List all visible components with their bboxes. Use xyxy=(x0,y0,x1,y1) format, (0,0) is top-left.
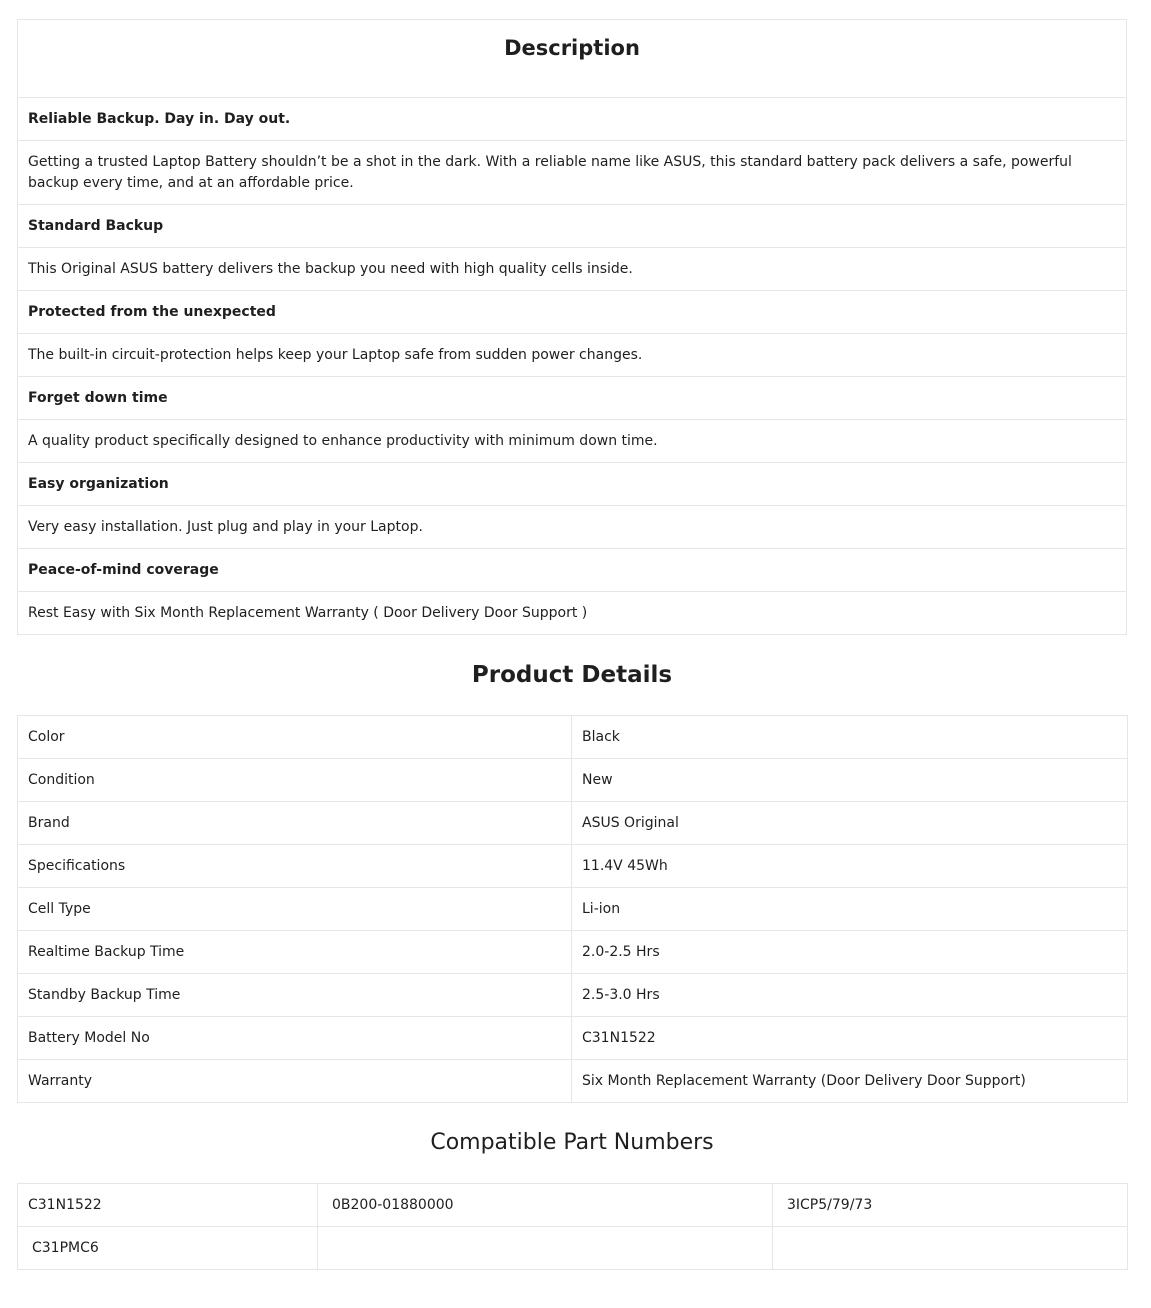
detail-row-color xyxy=(18,716,1128,759)
description-title: Description xyxy=(504,36,640,60)
description-heading-cell: Standard Backup xyxy=(18,205,1127,248)
part-number-cell: C31PMC6 xyxy=(18,1227,318,1270)
detail-row-specifications xyxy=(18,845,1128,888)
detail-label: Battery Model No xyxy=(18,1017,572,1060)
description-heading-cell: Easy organization xyxy=(18,463,1127,506)
description-text-cell: The built-in circuit-protection helps keep your Laptop safe from sudden power changes. xyxy=(18,334,1127,377)
detail-value: 2.5-3.0 Hrs xyxy=(572,974,1128,1017)
detail-value: ASUS Original xyxy=(572,802,1128,845)
detail-value: Li-ion xyxy=(572,888,1128,931)
page-content xyxy=(17,19,1127,1270)
description-title-row xyxy=(18,20,1127,98)
part-number-cell xyxy=(773,1227,1128,1270)
description-row xyxy=(18,506,1127,549)
detail-row-realtime-backup xyxy=(18,931,1128,974)
description-heading-cell: Protected from the unexpected xyxy=(18,291,1127,334)
description-title-cell xyxy=(18,20,1127,98)
description-row xyxy=(18,248,1127,291)
part-number-cell xyxy=(318,1227,773,1270)
description-heading-cell: Forget down time xyxy=(18,377,1127,420)
description-row xyxy=(18,98,1127,141)
detail-label: Realtime Backup Time xyxy=(18,931,572,974)
detail-value: C31N1522 xyxy=(572,1017,1128,1060)
detail-row-standby-backup xyxy=(18,974,1128,1017)
part-number-cell: 3ICP5/79/73 xyxy=(773,1184,1128,1227)
detail-row-condition xyxy=(18,759,1128,802)
detail-row-brand xyxy=(18,802,1128,845)
detail-value: 11.4V 45Wh xyxy=(572,845,1128,888)
description-row xyxy=(18,291,1127,334)
description-text-cell: Very easy installation. Just plug and play in your Laptop. xyxy=(18,506,1127,549)
detail-label: Color xyxy=(18,716,572,759)
description-text-cell: A quality product specifically designed to enhance productivity with minimum down time. xyxy=(18,420,1127,463)
description-row xyxy=(18,463,1127,506)
description-row xyxy=(18,205,1127,248)
description-row xyxy=(18,420,1127,463)
description-text-cell: Rest Easy with Six Month Replacement Warranty ( Door Delivery Door Support ) xyxy=(18,592,1127,635)
detail-row-warranty xyxy=(18,1060,1128,1103)
detail-value: 2.0-2.5 Hrs xyxy=(572,931,1128,974)
description-heading-cell: Reliable Backup. Day in. Day out. xyxy=(18,98,1127,141)
detail-row-cell-type xyxy=(18,888,1128,931)
detail-value: Black xyxy=(572,716,1128,759)
compatible-parts-title: Compatible Part Numbers xyxy=(430,1130,714,1155)
product-details-title: Product Details xyxy=(471,662,673,688)
description-row xyxy=(18,549,1127,592)
description-table xyxy=(17,19,1127,635)
product-details-table xyxy=(17,715,1128,1103)
description-text-cell: Getting a trusted Laptop Battery shouldn’t be a shot in the dark. With a reliable name like ASUS, this standard battery pack delivers a safe, powerful backup every time, and at an affordable price. xyxy=(18,141,1127,205)
description-text-cell: This Original ASUS battery delivers the backup you need with high quality cells inside. xyxy=(18,248,1127,291)
description-row xyxy=(18,377,1127,420)
detail-label: Specifications xyxy=(18,845,572,888)
part-number-cell: C31N1522 xyxy=(18,1184,318,1227)
description-row xyxy=(18,141,1127,205)
detail-label: Cell Type xyxy=(18,888,572,931)
detail-value: Six Month Replacement Warranty (Door Delivery Door Support) xyxy=(572,1060,1128,1103)
part-number-cell: 0B200-01880000 xyxy=(318,1184,773,1227)
description-row xyxy=(18,334,1127,377)
description-row xyxy=(18,592,1127,635)
description-heading-cell: Peace-of-mind coverage xyxy=(18,549,1127,592)
compatible-parts-table xyxy=(17,1183,1128,1270)
detail-label: Condition xyxy=(18,759,572,802)
parts-row xyxy=(18,1227,1128,1270)
detail-value: New xyxy=(572,759,1128,802)
detail-row-battery-model xyxy=(18,1017,1128,1060)
detail-label: Brand xyxy=(18,802,572,845)
parts-row xyxy=(18,1184,1128,1227)
detail-label: Standby Backup Time xyxy=(18,974,572,1017)
detail-label: Warranty xyxy=(18,1060,572,1103)
